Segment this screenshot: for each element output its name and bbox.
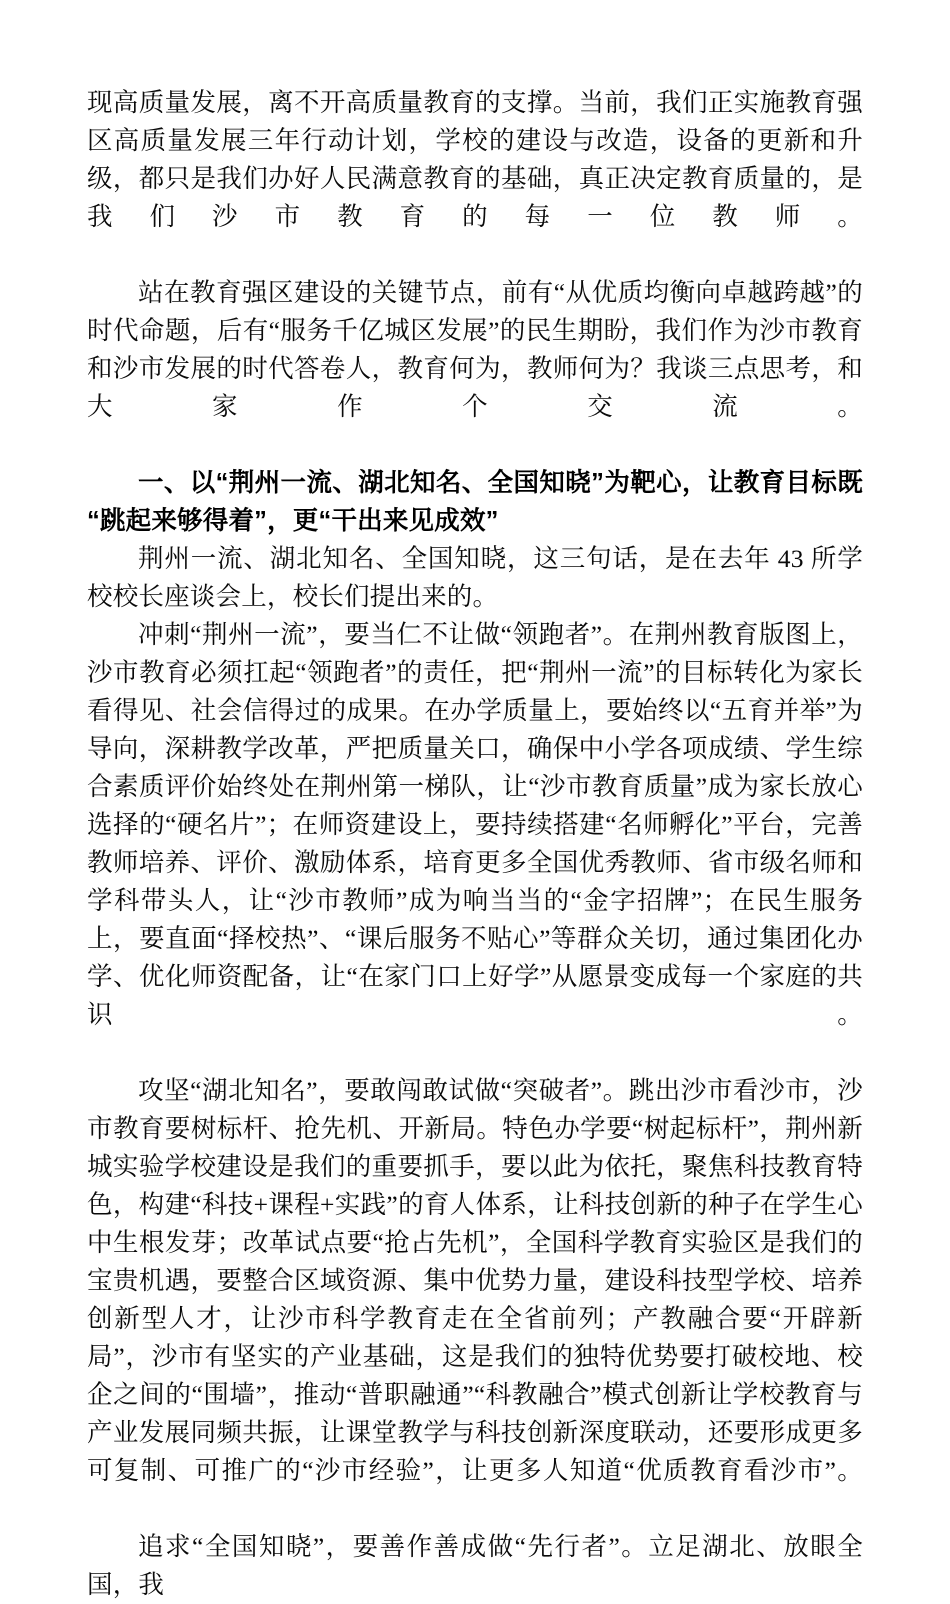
paragraph-2: 站在教育强区建设的关键节点，前有“从优质均衡向卓越跨越”的时代命题，后有“服务千亿城区发展”的民生期盼，我们作为沙市教育和沙市发展的时代答卷人，教育何为，教师何为？我谈三点思考，和大家作个交流。 — [87, 278, 863, 421]
paragraph-3: 荆州一流、湖北知名、全国知晓，这三句话，是在去年 43 所学校校长座谈会上，校长们提出来的。 — [87, 544, 863, 611]
paragraph-4: 冲刺“荆州一流”，要当仁不让做“领跑者”。在荆州教育版图上，沙市教育必须扛起“领跑者”的责任，把“荆州一流”的目标转化为家长看得见、社会信得过的成果。在办学质量上，要始终以“五育并举”为导向，深耕教学改革，严把质量关口，确保中小学各项成绩、学生综合素质评价始终处在荆州第一梯队，让“沙市教育质量”成为家长放心选择的“硬名片”；在师资建设上，要持续搭建“名师孵化”平台，完善教师培养、评价、激励体系，培育更多全国优秀教师、省市级名师和学科带头人，让“沙市教师”成为响当当的“金字招牌”；在民生服务上，要直面“择校热”、“课后服务不贴心”等群众关切，通过集团化办学、优化师资配备，让“在家门口上好学”从愿景变成每一个家庭的共识。 — [87, 620, 863, 1029]
document-body — [87, 84, 863, 1604]
paragraph-5: 攻坚“湖北知名”，要敢闯敢试做“突破者”。跳出沙市看沙市，沙市教育要树标杆、抢先机、开新局。特色办学要“树起标杆”，荆州新城实验学校建设是我们的重要抓手，要以此为依托，聚焦科技教育特色，构建“科技+课程+实践”的育人体系，让科技创新的种子在学生心中生根发芽；改革试点要“抢占先机”，全国科学教育实验区是我们的宝贵机遇，要整合区域资源、集中优势力量，建设科技型学校、培养创新型人才，让沙市科学教育走在全省前列；产教融合要“开辟新局”，沙市有坚实的产业基础，这是我们的独特优势要打破校地、校企之间的“围墙”，推动“普职融通”“科教融合”模式创新让学校教育与产业发展同频共振，让课堂教学与科技创新深度联动，还要形成更多可复制、可推广的“沙市经验”，让更多人知道“优质教育看沙市”。 — [87, 1076, 863, 1485]
paragraph-1: 现高质量发展，离不开高质量教育的支撑。当前，我们正实施教育强区高质量发展三年行动计划，学校的建设与改造，设备的更新和升级，都只是我们办好人民满意教育的基础，真正决定教育质量的，是我们沙市教育的每一位教师。 — [87, 88, 863, 231]
paragraph-6: 追求“全国知晓”，要善作善成做“先行者”。立足湖北、放眼全国，我 — [87, 1532, 863, 1599]
section-heading-1: 一、以“荆州一流、湖北知名、全国知晓”为靶心，让教育目标既“跳起来够得着”，更“干出来见成效” — [87, 469, 863, 535]
